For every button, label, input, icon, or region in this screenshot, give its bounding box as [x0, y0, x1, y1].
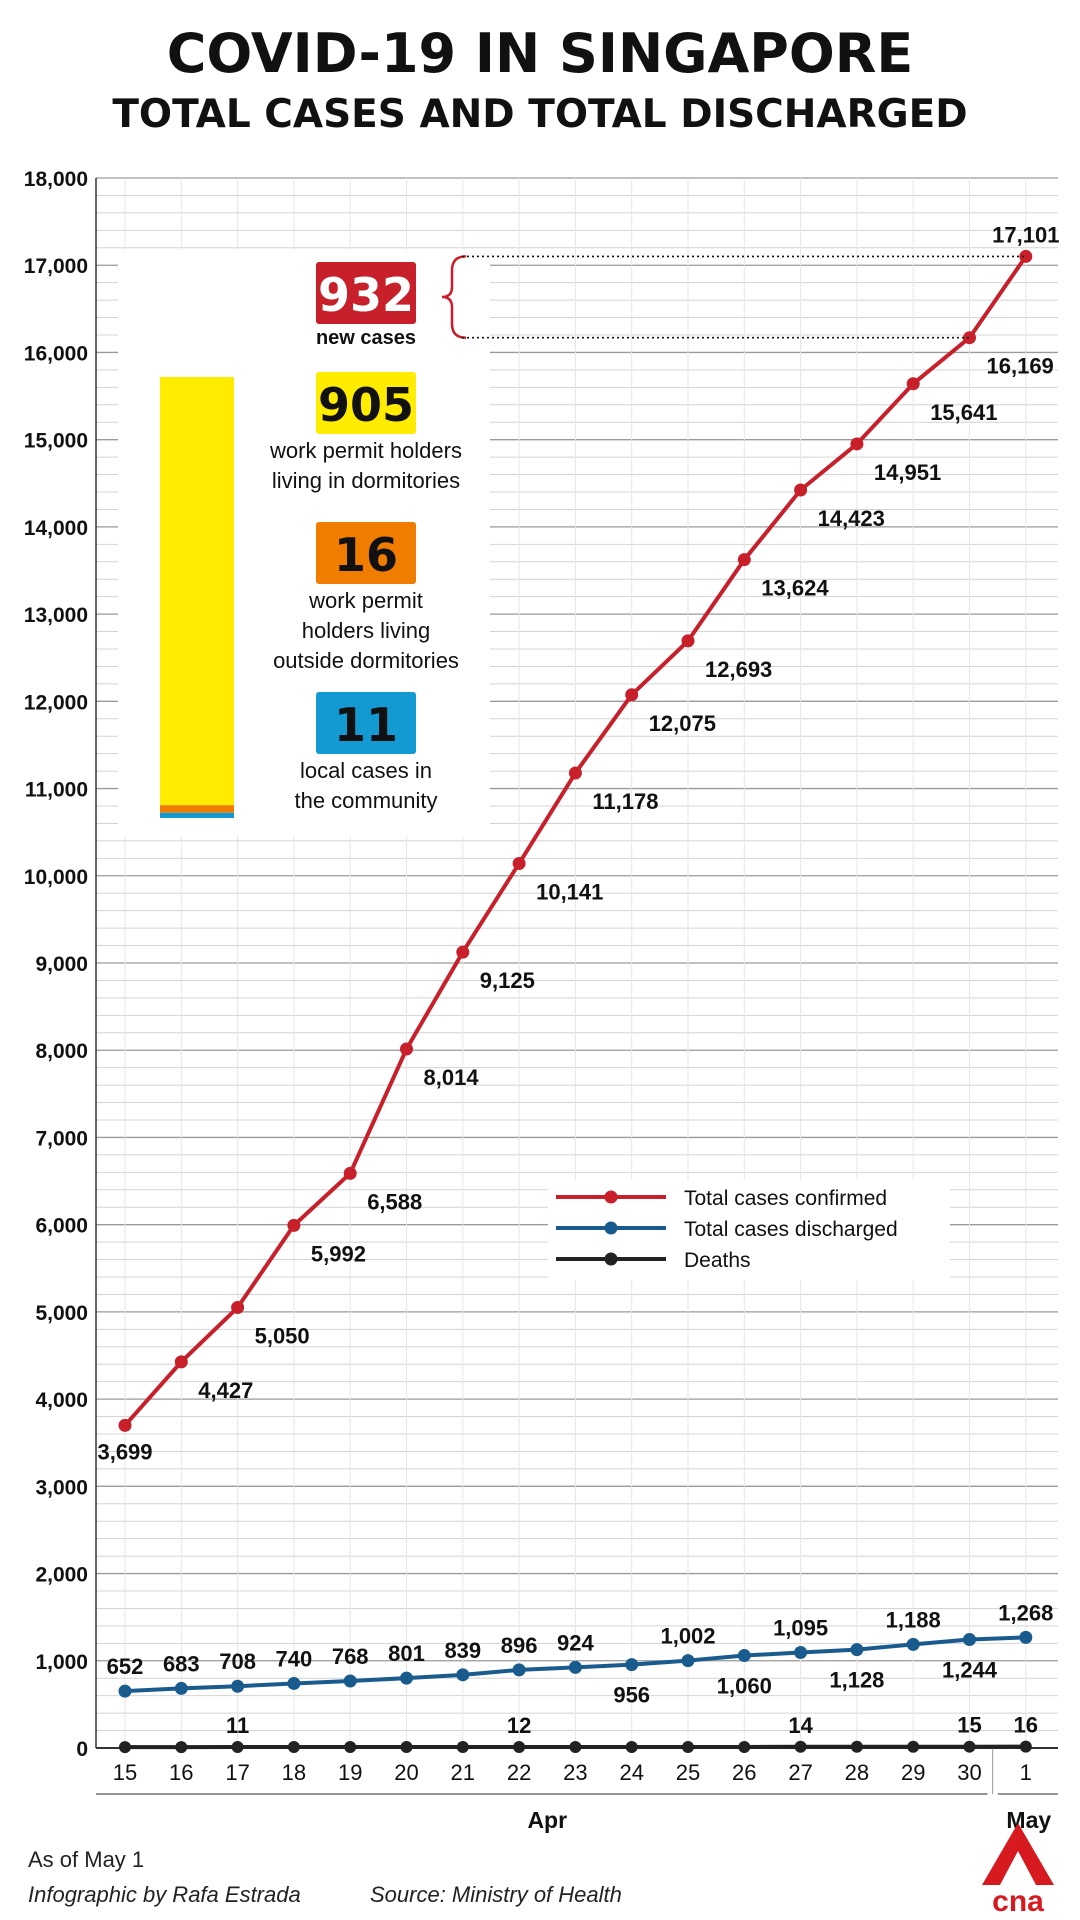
- discharged-point: [625, 1658, 638, 1671]
- confirmed-point: [400, 1043, 413, 1056]
- discharged-point: [400, 1672, 413, 1685]
- discharged-point: [907, 1638, 920, 1651]
- discharged-data-label: 1,095: [773, 1615, 829, 1641]
- y-tick-label: 16,000: [23, 342, 88, 366]
- new-cases-label: new cases: [315, 327, 417, 349]
- discharged-point: [1019, 1631, 1032, 1644]
- deaths-point: [964, 1741, 976, 1753]
- breakdown-label: holders living: [301, 618, 431, 643]
- y-tick-label: 11,000: [24, 778, 88, 802]
- confirmed-data-label: 12,693: [705, 656, 773, 682]
- as-of-date: As of May 1: [28, 1847, 145, 1872]
- confirmed-data-label: 13,624: [761, 575, 829, 601]
- chart-subtitle: TOTAL CASES AND TOTAL DISCHARGED: [112, 92, 968, 137]
- confirmed-point: [850, 437, 863, 450]
- discharged-point: [119, 1685, 132, 1698]
- confirmed-point: [175, 1355, 188, 1368]
- confirmed-point: [625, 688, 638, 701]
- y-tick-label: 10,000: [23, 865, 88, 889]
- new-cases-value: 932: [317, 268, 415, 322]
- y-tick-label: 18,000: [23, 168, 88, 191]
- x-tick-label: 23: [563, 1760, 588, 1785]
- deaths-data-label: 14: [788, 1712, 813, 1738]
- logo-mark: [982, 1823, 1054, 1885]
- confirmed-point: [794, 483, 807, 496]
- deaths-data-label: 16: [1013, 1712, 1039, 1738]
- confirmed-point: [231, 1301, 244, 1314]
- confirmed-data-label: 3,699: [97, 1439, 153, 1465]
- confirmed-point: [344, 1167, 357, 1180]
- y-tick-label: 12,000: [23, 691, 88, 715]
- discharged-data-label: 801: [388, 1641, 425, 1667]
- x-tick-label: 24: [619, 1760, 644, 1785]
- x-tick-label: 27: [788, 1760, 813, 1785]
- breakdown-value: 16: [333, 528, 399, 582]
- discharged-point: [682, 1654, 695, 1667]
- confirmed-data-label: 11,178: [592, 789, 659, 815]
- breakdown-value: 11: [333, 698, 399, 752]
- breakdown-label: work permit holders: [270, 438, 462, 463]
- y-tick-label: 6,000: [35, 1214, 88, 1238]
- x-tick-label: 18: [281, 1760, 307, 1785]
- deaths-point: [851, 1741, 863, 1753]
- y-tick-label: 17,000: [23, 255, 88, 279]
- x-tick-label: 30: [957, 1760, 982, 1785]
- discharged-point: [963, 1633, 976, 1646]
- confirmed-data-label: 5,992: [310, 1241, 366, 1267]
- x-tick-label: 1: [1019, 1760, 1032, 1785]
- deaths-data-label: 12: [506, 1712, 532, 1738]
- discharged-point: [287, 1677, 300, 1690]
- discharged-point: [344, 1675, 357, 1688]
- discharged-data-label: 1,060: [716, 1673, 772, 1699]
- x-tick-label: 20: [394, 1760, 419, 1785]
- discharged-data-label: 708: [219, 1649, 256, 1675]
- x-tick-label: 29: [900, 1760, 926, 1785]
- deaths-point: [907, 1741, 919, 1753]
- confirmed-point: [738, 553, 751, 566]
- discharged-data-label: 768: [331, 1644, 369, 1670]
- month-label: Apr: [527, 1807, 568, 1833]
- y-tick-label: 9,000: [35, 953, 88, 976]
- discharged-data-label: 896: [500, 1632, 538, 1658]
- deaths-point: [626, 1741, 638, 1753]
- breakdown-value: 905: [317, 378, 415, 432]
- confirmed-point: [456, 946, 469, 959]
- discharged-point: [456, 1668, 469, 1681]
- confirmed-point: [119, 1419, 132, 1432]
- discharged-data-label: 1,002: [660, 1623, 716, 1649]
- stacked-bar-segment: [160, 377, 234, 805]
- deaths-point: [738, 1741, 750, 1753]
- chart-title: COVID-19 IN SINGAPORE: [166, 22, 914, 85]
- confirmed-data-label: 12,075: [648, 710, 716, 736]
- x-tick-label: 15: [112, 1760, 138, 1785]
- breakdown-label: outside dormitories: [273, 648, 459, 673]
- discharged-data-label: 839: [444, 1637, 482, 1663]
- infographic-credit: Infographic by Rafa Estrada: [28, 1882, 301, 1907]
- logo-text: cna: [992, 1885, 1044, 1915]
- x-tick-label: 26: [732, 1760, 757, 1785]
- discharged-data-label: 1,128: [829, 1667, 885, 1693]
- confirmed-data-label: 15,641: [930, 399, 998, 425]
- confirmed-data-label: 8,014: [423, 1065, 479, 1091]
- discharged-point: [850, 1643, 863, 1656]
- x-tick-label: 28: [844, 1760, 870, 1785]
- x-tick-label: 25: [675, 1760, 701, 1785]
- confirmed-data-label: 4,427: [198, 1377, 254, 1403]
- discharged-point: [569, 1661, 582, 1674]
- discharged-data-label: 740: [275, 1646, 313, 1672]
- legend-swatch-marker: [605, 1253, 618, 1266]
- confirmed-data-label: 16,169: [986, 353, 1054, 379]
- confirmed-data-label: 6,588: [367, 1189, 423, 1215]
- breakdown-label: living in dormitories: [271, 468, 461, 493]
- breakdown-label: work permit: [309, 588, 423, 613]
- breakdown-label: local cases in: [299, 758, 433, 783]
- y-tick-label: 5,000: [35, 1301, 88, 1325]
- legend-swatch-marker: [605, 1191, 618, 1204]
- discharged-point: [231, 1680, 244, 1693]
- confirmed-data-label: 5,050: [254, 1323, 310, 1349]
- y-tick-label: 7,000: [35, 1127, 88, 1151]
- y-tick-label: 15,000: [23, 429, 88, 453]
- y-tick-label: 14,000: [23, 516, 88, 540]
- deaths-point: [119, 1741, 131, 1753]
- cna-logo: [978, 1823, 1058, 1915]
- confirmed-data-label: 10,141: [536, 879, 604, 905]
- discharged-data-label: 683: [162, 1651, 200, 1677]
- x-tick-label: 22: [506, 1760, 532, 1785]
- month-label: May: [1006, 1807, 1052, 1833]
- stacked-bar-segment: [160, 805, 234, 813]
- y-tick-label: 13,000: [23, 604, 88, 628]
- discharged-point: [513, 1663, 526, 1676]
- confirmed-data-label: 17,101: [992, 222, 1060, 248]
- confirmed-data-label: 14,951: [873, 459, 942, 485]
- confirmed-point: [513, 857, 526, 870]
- discharged-data-label: 652: [106, 1654, 144, 1680]
- deaths-point: [795, 1741, 807, 1753]
- deaths-point: [569, 1741, 581, 1753]
- x-tick-label: 17: [225, 1760, 250, 1785]
- deaths-point: [513, 1741, 525, 1753]
- deaths-point: [232, 1741, 244, 1753]
- deaths-point: [682, 1741, 694, 1753]
- legend-entry: Deaths: [684, 1249, 751, 1272]
- x-tick-label: 19: [337, 1760, 363, 1785]
- legend-entry: Total cases discharged: [684, 1218, 898, 1241]
- legend-entry: Total cases confirmed: [684, 1187, 888, 1210]
- discharged-data-label: 924: [557, 1630, 594, 1656]
- deaths-point: [344, 1741, 356, 1753]
- deaths-point: [1020, 1741, 1032, 1753]
- y-tick-label: 2,000: [35, 1563, 88, 1587]
- discharged-data-label: 1,244: [941, 1657, 998, 1683]
- discharged-point: [175, 1682, 188, 1695]
- confirmed-point: [569, 767, 582, 780]
- deaths-point: [288, 1741, 300, 1753]
- discharged-data-label: 1,268: [998, 1600, 1054, 1626]
- discharged-point: [738, 1649, 751, 1662]
- confirmed-point: [682, 634, 695, 647]
- y-tick-label: 1,000: [35, 1650, 88, 1674]
- deaths-point: [401, 1741, 413, 1753]
- y-tick-label: 3,000: [35, 1476, 88, 1500]
- deaths-point: [175, 1741, 187, 1753]
- discharged-data-label: 1,188: [885, 1607, 941, 1633]
- breakdown-label: the community: [294, 788, 438, 813]
- confirmed-point: [907, 377, 920, 390]
- x-tick-label: 16: [169, 1760, 194, 1785]
- data-source: Source: Ministry of Health: [370, 1882, 622, 1907]
- deaths-data-label: 11: [225, 1713, 250, 1739]
- y-tick-label: 4,000: [35, 1389, 88, 1413]
- x-tick-label: 21: [450, 1760, 476, 1785]
- confirmed-point: [287, 1219, 300, 1232]
- y-tick-label: 8,000: [35, 1040, 88, 1064]
- deaths-data-label: 15: [957, 1712, 982, 1738]
- deaths-point: [457, 1741, 469, 1753]
- confirmed-data-label: 9,125: [479, 968, 535, 994]
- discharged-data-label: 956: [613, 1682, 651, 1708]
- legend-swatch-marker: [605, 1222, 618, 1235]
- stacked-bar-segment: [160, 813, 234, 818]
- confirmed-data-label: 14,423: [817, 505, 885, 531]
- y-tick-label: 0: [76, 1738, 88, 1761]
- discharged-point: [794, 1646, 807, 1659]
